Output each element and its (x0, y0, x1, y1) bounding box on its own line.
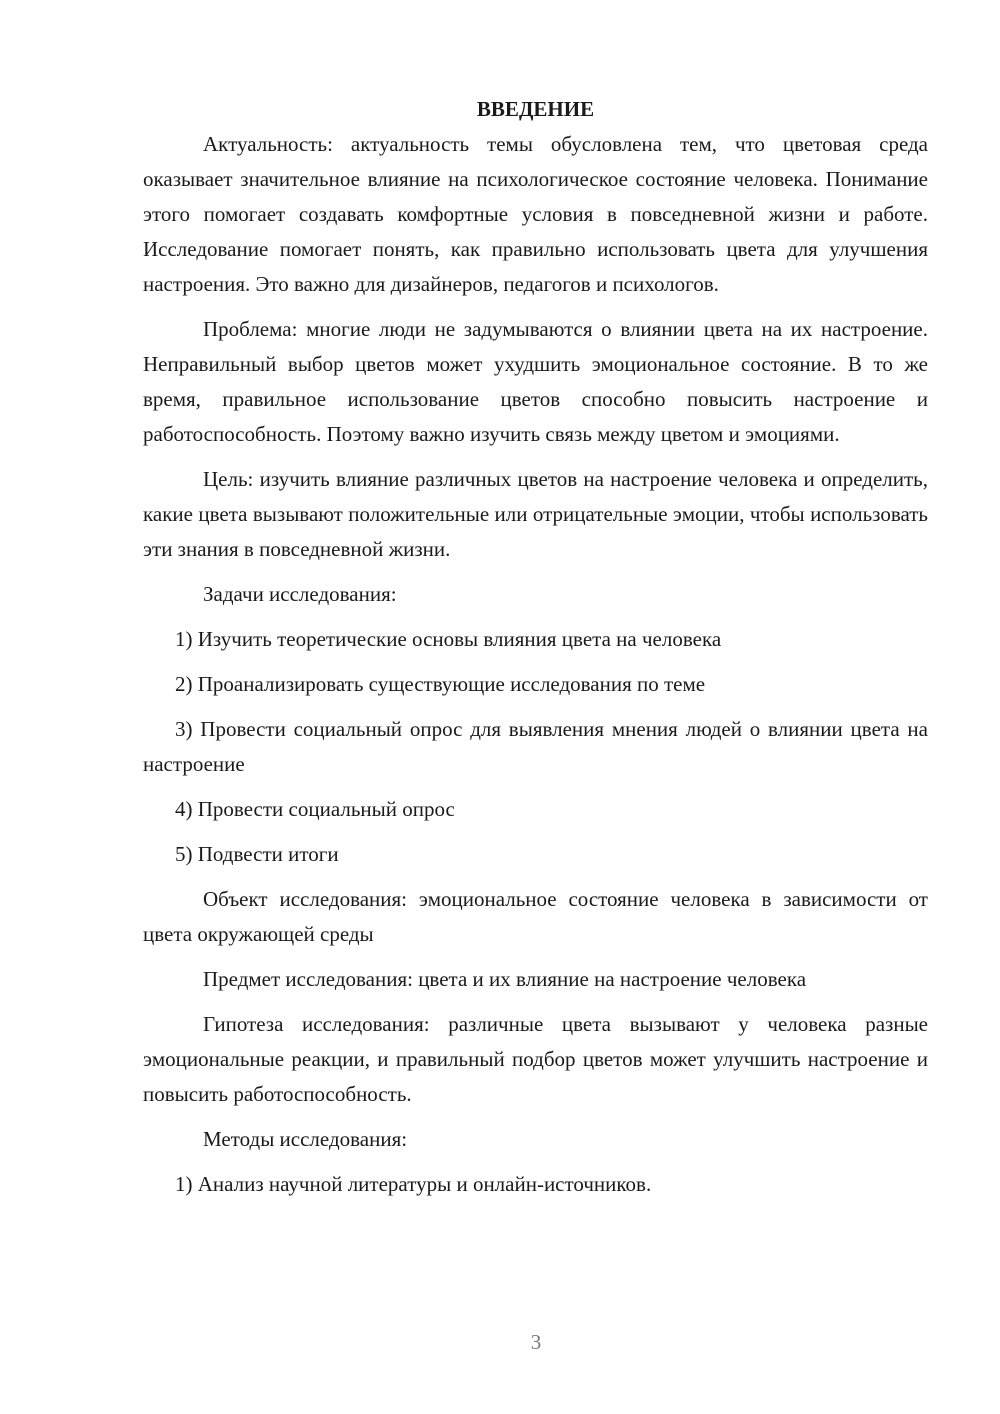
task-item-5: 5) Подвести итоги (175, 842, 339, 866)
task-item-3: 3) Провести социальный опрос для выявления мнения людей о влиянии цвета на настроение (143, 717, 928, 776)
method-item-1: 1) Анализ научной литературы и онлайн-источников. (175, 1172, 652, 1196)
document-page (143, 92, 928, 1212)
task-item-2: 2) Проанализировать существующие исследования по теме (175, 672, 706, 696)
task-item-4: 4) Провести социальный опрос (175, 797, 455, 821)
methods-heading: Методы исследования: (203, 1127, 408, 1151)
paragraph-hypothesis: Гипотеза исследования: различные цвета вызывают у человека разные эмоциональные реакции, и правильный подбор цветов может улучшить настроение и повысить работоспособность. (143, 1012, 928, 1106)
page-number: 3 (530, 1330, 542, 1354)
paragraph-goal: Цель: изучить влияние различных цветов на настроение человека и определить, какие цвета вызывают положительные или отрицательные эмоции, чтобы использовать эти знания в повседневной жизни. (143, 467, 928, 561)
task-item-1: 1) Изучить теоретические основы влияния цвета на человека (175, 627, 722, 651)
page-title: ВВЕДЕНИЕ (476, 97, 595, 121)
paragraph-relevance: Актуальность: актуальность темы обусловлена тем, что цветовая среда оказывает значительное влияние на психологическое состояние человека. Понимание этого помогает создавать комфортные условия в повседневной жизни и работе. Исследование помогает понять, как правильно использовать цвета для улучшения настроения. Это важно для дизайнеров, педагогов и психологов. (143, 132, 928, 296)
tasks-heading: Задачи исследования: (203, 582, 397, 606)
paragraph-object: Объект исследования: эмоциональное состояние человека в зависимости от цвета окружающей среды (143, 887, 928, 946)
paragraph-problem: Проблема: многие люди не задумываются о влиянии цвета на их настроение. Неправильный выбор цветов может ухудшить эмоциональное состояние. В то же время, правильное использование цветов способно повысить настроение и работоспособность. Поэтому важно изучить связь между цветом и эмоциями. (143, 317, 928, 446)
paragraph-subject: Предмет исследования: цвета и их влияние на настроение человека (203, 967, 807, 991)
